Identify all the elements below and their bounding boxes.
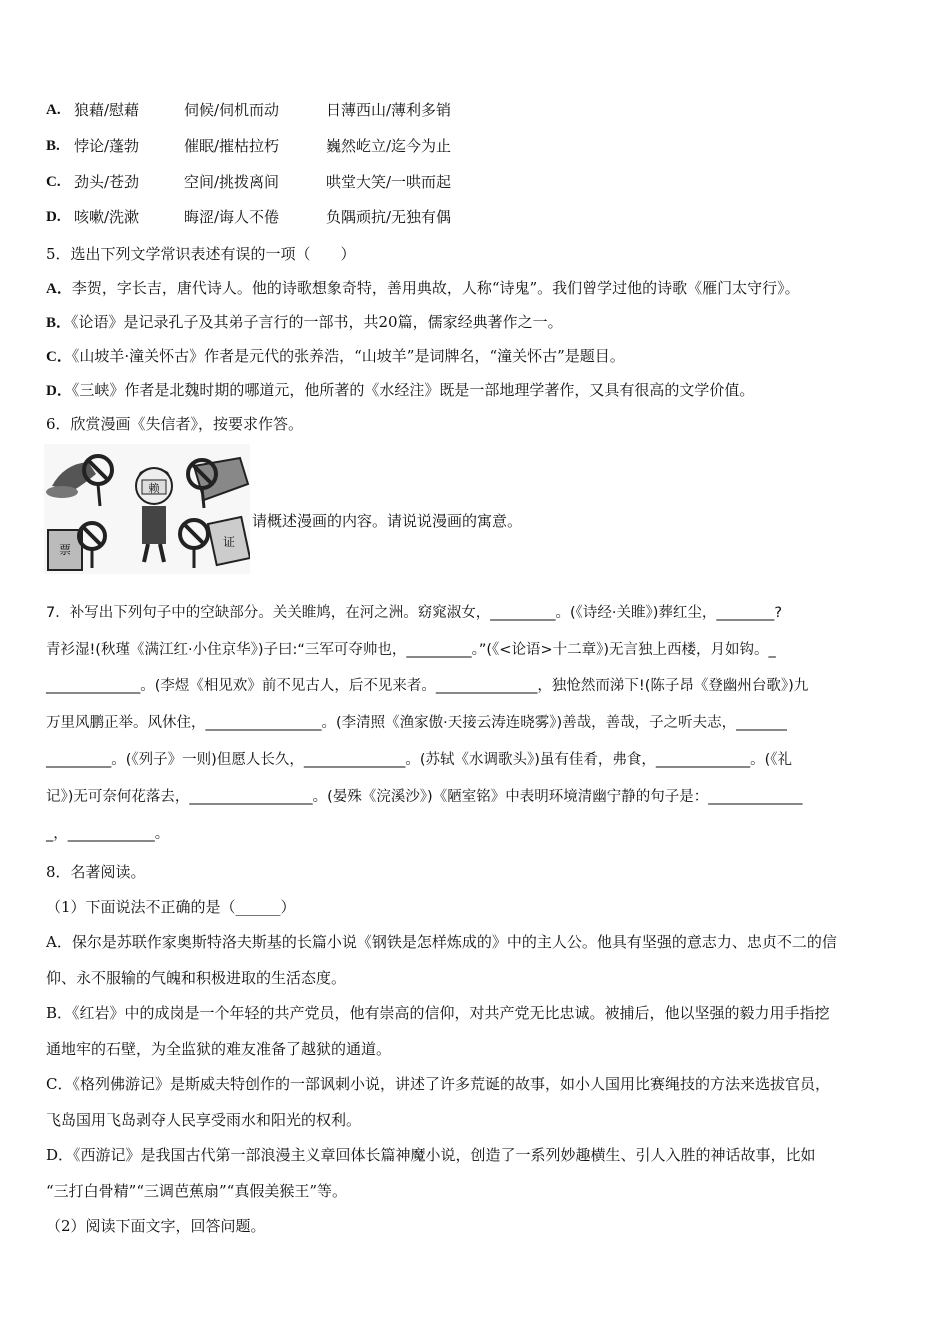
q7-line-1: 7．补写出下列句子中的空缺部分。关关睢鸠，在河之洲。窈窕淑女，_________。(《诗经·关睢》)葬红尘，________?: [46, 605, 783, 621]
cartoon-char-zheng: 证: [222, 535, 236, 549]
q5-stem: 5．选出下列文学常识表述有误的一项（ ）: [46, 245, 356, 263]
cartoon-char-piao: 票: [58, 543, 72, 557]
q5-option-b: [46, 312, 563, 333]
cartoon-image: [44, 444, 250, 574]
q7-line-6: 记》)无可奈何花落去，_________________。(晏殊《浣溪沙》)《陋室铭》中表明环境清幽宁静的句子是：_____________: [46, 789, 803, 805]
cartoon-char-lai: 赖: [148, 482, 160, 495]
q8-sub1: （1）下面说法不正确的是（______）: [46, 898, 296, 916]
q6-prompt: 请概述漫画的内容。请说说漫画的寓意。: [252, 512, 523, 530]
option-label: D.: [46, 209, 61, 225]
q8-option-d-line-1: D．《西游记》是我国古代第一部浪漫主义章回体长篇神魔小说，创造了一系列妙趣横生、引人入胜的神话故事，比如: [46, 1146, 816, 1164]
q7-line-5: _________。(《列子》一则)但愿人长久，______________。(苏轼《水调歌头》)虽有佳肴，弗食，_____________。(《礼: [46, 752, 793, 768]
q5-option-d: [46, 380, 754, 401]
option-text: 《三峡》作者是北魏时期的哪道元，他所著的《水经注》既是一部地理学著作，又具有很高的文学价值。: [71, 381, 755, 399]
option-label: B．: [46, 315, 72, 331]
q7-line-2: 青衫湿!(秋瑾《满江红·小住京华》)子曰:“三军可夺帅也，_________。”(《<论语>十二章》)无言独上西楼，月如钩。_: [46, 642, 776, 658]
q8-option-c-line-2: 飞岛国用飞岛剥夺人民享受雨水和阳光的权利。: [46, 1111, 362, 1129]
q8-option-b-line-1: B．《红岩》中的成岗是一个年轻的共产党员，他有崇高的信仰，对共产党无比忠诚。被捕后，他以坚强的毅力用手指挖: [46, 1004, 830, 1022]
option-label: C．: [46, 349, 72, 365]
option-col3: 巍然屹立/迄今为止: [326, 137, 452, 155]
q7-line-3: _____________。(李煜《相见欢》前不见古人，后不见来者。______________，独怆然而涕下!(陈子昂《登幽州台歌》)九: [46, 678, 809, 694]
option-label: A．: [46, 281, 72, 297]
option-label: D．: [46, 383, 72, 399]
option-col1: 咳嗽/洗漱: [74, 208, 140, 226]
q5-option-a: [46, 278, 800, 299]
option-col2: 催眠/摧枯拉朽: [184, 137, 280, 155]
q7-line-4: 万里风鹏正举。风休住，________________。(李清照《渔家傲·天接云涛连晓雾》)善哉，善哉，子之听夫志，_______: [46, 715, 787, 731]
q8-option-c-line-1: C．《格列佛游记》是斯威夫特创作的一部讽刺小说，讲述了许多荒诞的故事，如小人国用比赛绳技的方法来选拔官员，: [46, 1075, 830, 1093]
option-col2: 晦涩/诲人不倦: [184, 208, 280, 226]
option-col2: 空间/挑拨离间: [184, 173, 280, 191]
option-col3: 日薄西山/薄利多销: [326, 101, 452, 119]
q8-option-d-line-2: “三打白骨精”“三调芭蕉扇”“真假美猴王”等。: [46, 1182, 348, 1200]
option-col3: 哄堂大笑/一哄而起: [326, 173, 452, 191]
q8-option-b-line-2: 通地牢的石壁，为全监狱的难友准备了越狱的通道。: [46, 1040, 392, 1058]
option-text: 《论语》是记录孔子及其弟子言行的一部书，共20篇，儒家经典著作之一。: [71, 313, 563, 331]
q8-sub2: （2）阅读下面文字，回答问题。: [46, 1217, 266, 1235]
option-label: A.: [46, 102, 61, 118]
q6-stem: 6．欣赏漫画《失信者》，按要求作答。: [46, 415, 304, 433]
q8-stem: 8．名著阅读。: [46, 863, 146, 881]
option-label: C.: [46, 174, 61, 190]
q7-line-7: _，____________。: [46, 826, 170, 842]
option-text: 李贺，字长吉，唐代诗人。他的诗歌想象奇特，善用典故，人称“诗鬼”。我们曾学过他的诗歌《雁门太守行》。: [71, 279, 800, 297]
q8-option-a-line-1: A．保尔是苏联作家奥斯特洛夫斯基的长篇小说《钢铁是怎样炼成的》中的主人公。他具有坚强的意志力、忠贞不二的信: [46, 933, 837, 951]
q5-option-c: [46, 346, 625, 367]
option-col3: 负隅顽抗/无独有偶: [326, 208, 452, 226]
option-label: B.: [46, 138, 60, 154]
option-text: 《山坡羊·潼关怀古》作者是元代的张养浩，“山坡羊”是词牌名，“潼关怀古”是题目。: [71, 347, 625, 365]
option-col1: 悖论/蓬勃: [74, 137, 140, 155]
option-col2: 伺候/伺机而动: [184, 101, 280, 119]
option-col1: 劲头/苍劲: [74, 173, 140, 191]
q8-option-a-line-2: 仰、永不服输的气魄和积极进取的生活态度。: [46, 969, 347, 987]
option-col1: 狼藉/慰藉: [74, 101, 140, 119]
